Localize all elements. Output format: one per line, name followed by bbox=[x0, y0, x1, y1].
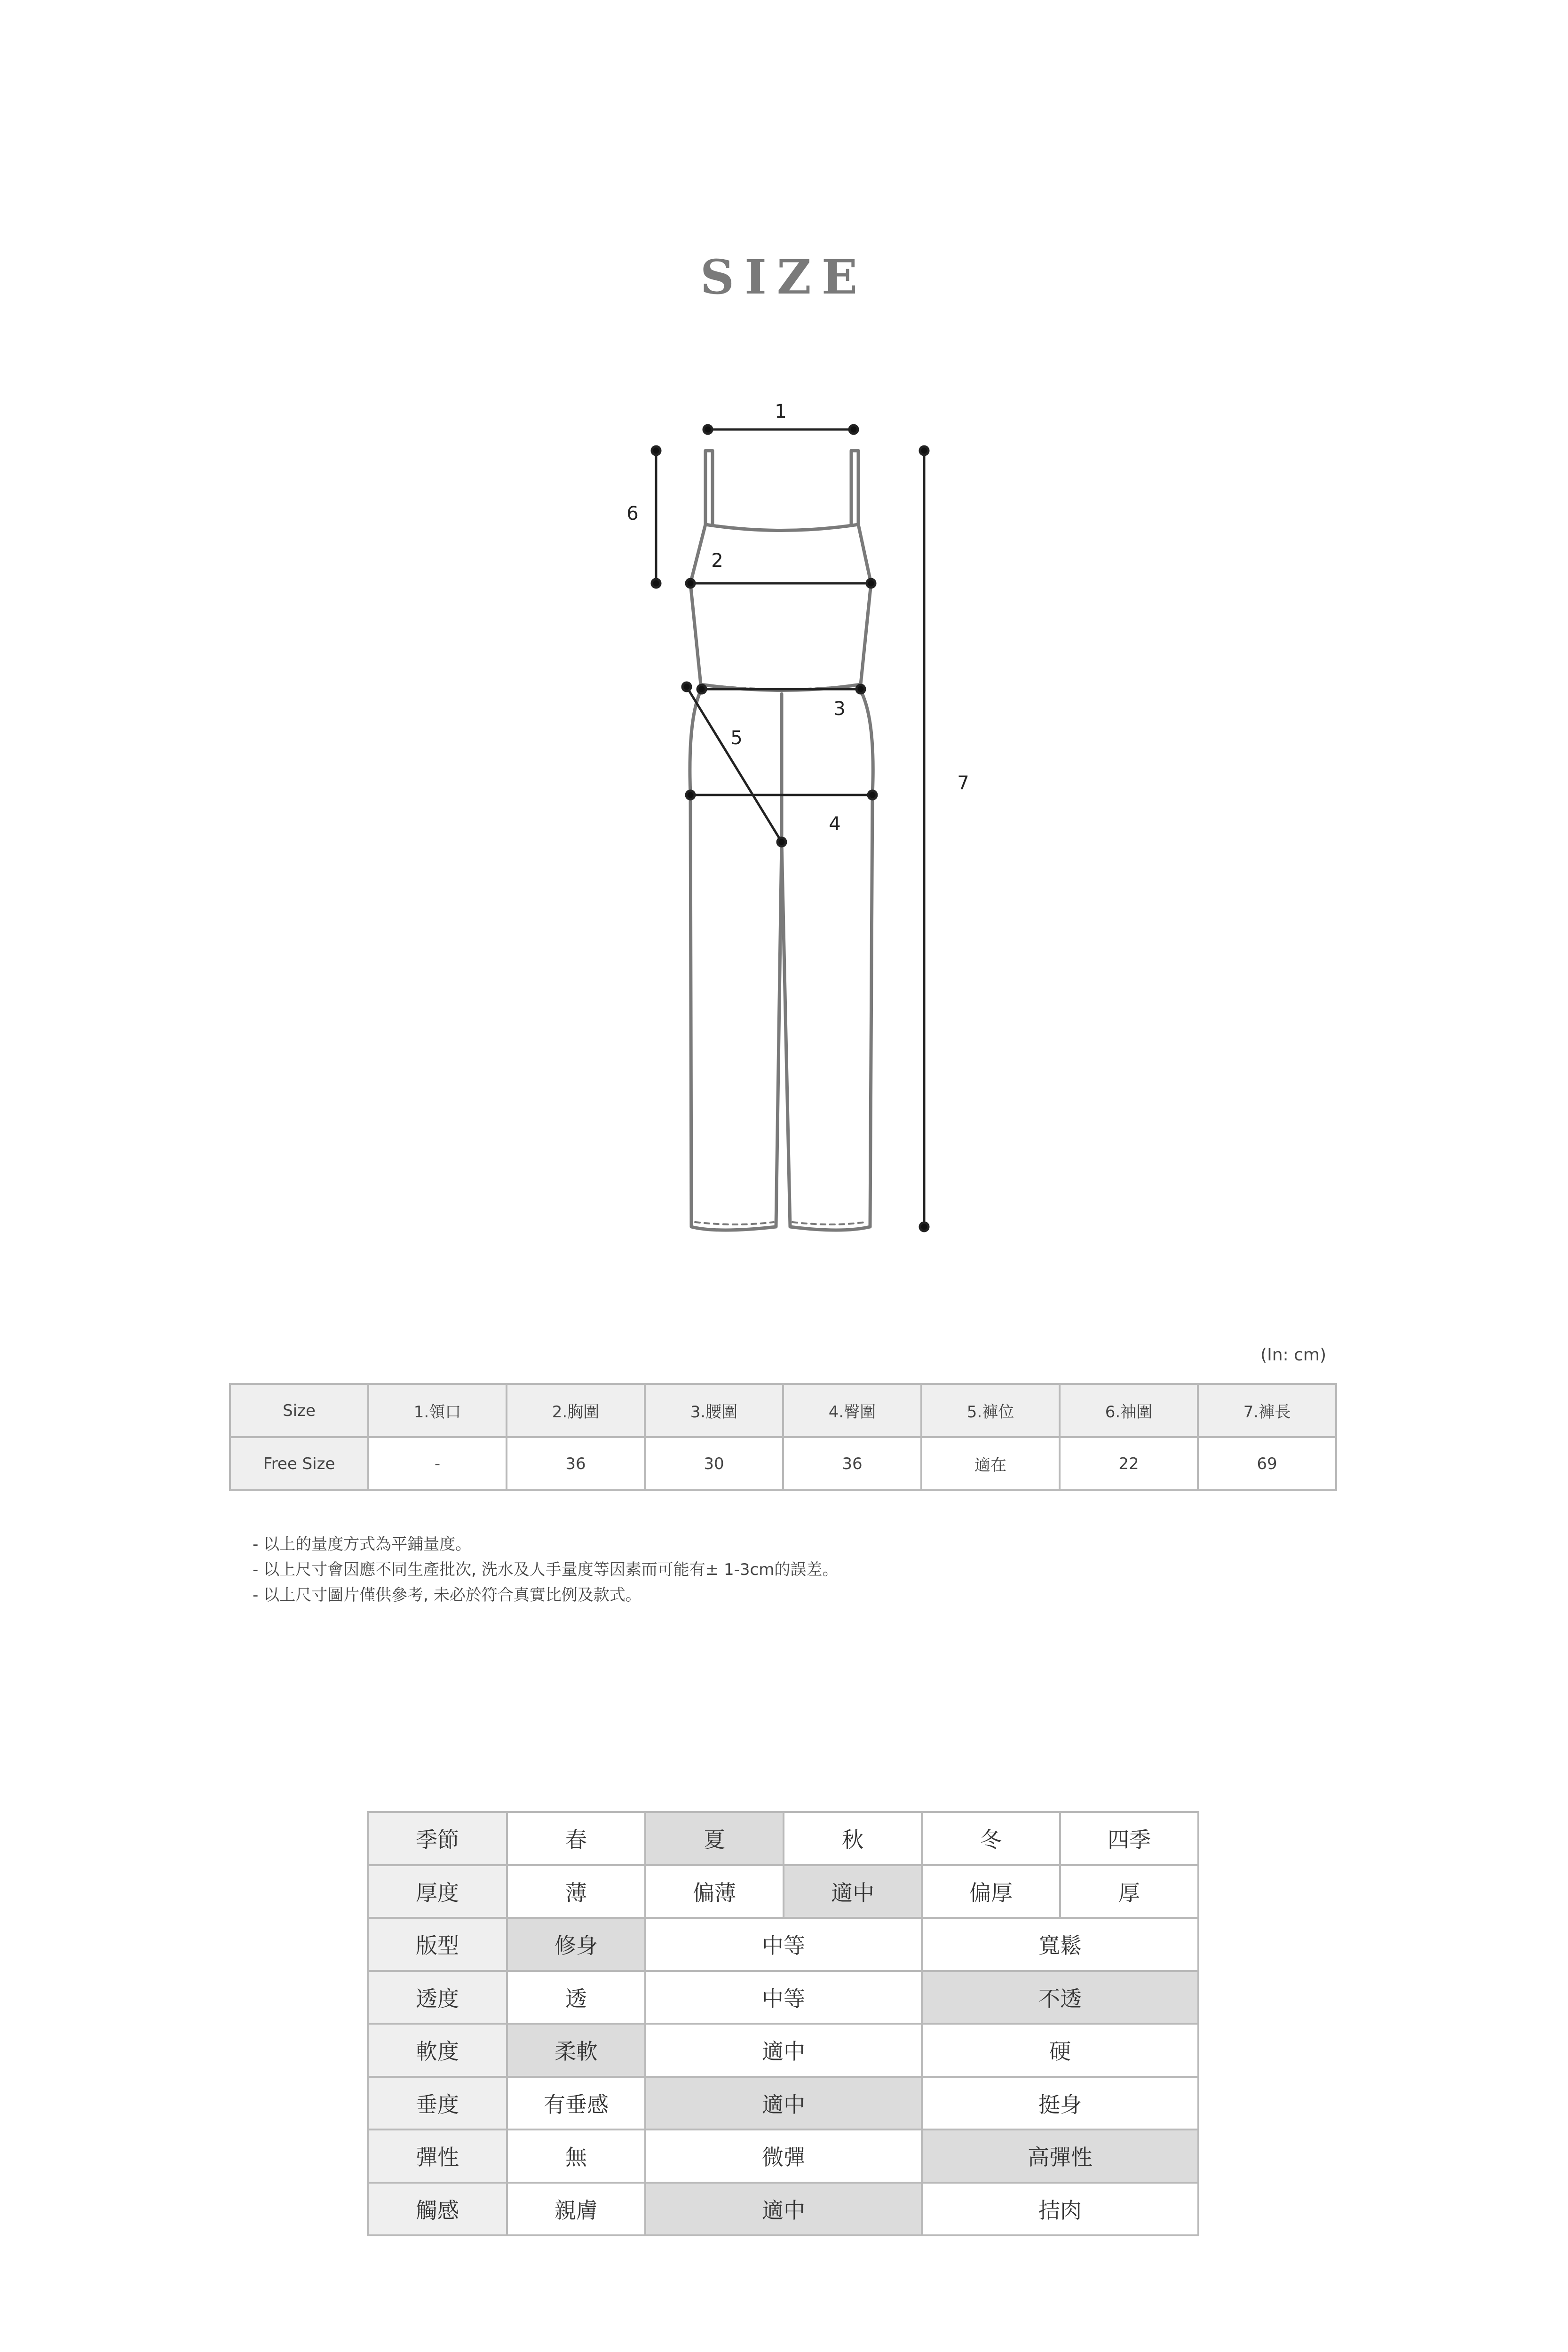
fabric-option: 薄 bbox=[507, 1865, 645, 1918]
label-6: 6 bbox=[626, 503, 639, 524]
fabric-row-thickness bbox=[368, 1865, 1198, 1918]
label-1: 1 bbox=[775, 401, 787, 422]
fabric-properties-table bbox=[367, 1811, 1199, 2236]
fabric-row-drape bbox=[368, 2077, 1198, 2130]
fabric-option: 修身 bbox=[507, 1918, 645, 1971]
fabric-row-label: 季節 bbox=[368, 1812, 507, 1865]
fabric-option: 夏 bbox=[645, 1812, 784, 1865]
garment-diagram bbox=[0, 386, 1568, 1256]
size-header-cell: 6.袖圍 bbox=[1060, 1384, 1198, 1437]
unit-label: (In: cm) bbox=[1260, 1345, 1326, 1365]
fabric-option: 適中 bbox=[645, 2077, 922, 2130]
page-title: SIZE bbox=[700, 249, 868, 305]
fabric-option: 透 bbox=[507, 1971, 645, 2024]
size-row bbox=[230, 1437, 1336, 1490]
label-5: 5 bbox=[730, 727, 743, 749]
fabric-row-fit bbox=[368, 1918, 1198, 1971]
label-3: 3 bbox=[833, 698, 846, 720]
size-cell: - bbox=[368, 1437, 507, 1490]
fabric-row-label: 觸感 bbox=[368, 2183, 507, 2236]
fabric-option: 秋 bbox=[784, 1812, 922, 1865]
label-2: 2 bbox=[711, 550, 723, 572]
fabric-option: 適中 bbox=[784, 1865, 922, 1918]
fabric-option: 寬鬆 bbox=[922, 1918, 1198, 1971]
fabric-option: 硬 bbox=[922, 2024, 1198, 2077]
fabric-option: 冬 bbox=[922, 1812, 1060, 1865]
measure-lines bbox=[652, 425, 928, 1231]
size-cell: 36 bbox=[507, 1437, 645, 1490]
size-header-cell: 4.臀圍 bbox=[783, 1384, 921, 1437]
fabric-option: 高彈性 bbox=[922, 2130, 1198, 2183]
fabric-row-sheer bbox=[368, 1971, 1198, 2024]
label-7: 7 bbox=[957, 772, 969, 794]
size-cell: 22 bbox=[1060, 1437, 1198, 1490]
note-line: - 以上尺寸圖片僅供參考, 未必於符合真實比例及款式。 bbox=[253, 1586, 641, 1605]
fabric-option: 適中 bbox=[645, 2183, 922, 2236]
size-cell: 69 bbox=[1198, 1437, 1336, 1490]
size-header-row bbox=[230, 1384, 1336, 1437]
fabric-option: 四季 bbox=[1060, 1812, 1198, 1865]
fabric-option: 中等 bbox=[645, 1918, 922, 1971]
fabric-row-touch bbox=[368, 2183, 1198, 2236]
fabric-row-label: 厚度 bbox=[368, 1865, 507, 1918]
fabric-option: 不透 bbox=[922, 1971, 1198, 2024]
fabric-option: 挺身 bbox=[922, 2077, 1198, 2130]
size-cell: 適在 bbox=[921, 1437, 1060, 1490]
fabric-option: 偏薄 bbox=[645, 1865, 784, 1918]
fabric-option: 春 bbox=[507, 1812, 645, 1865]
fabric-row-label: 垂度 bbox=[368, 2077, 507, 2130]
fabric-option: 中等 bbox=[645, 1971, 922, 2024]
fabric-option: 親膚 bbox=[507, 2183, 645, 2236]
fabric-option: 無 bbox=[507, 2130, 645, 2183]
fabric-option: 適中 bbox=[645, 2024, 922, 2077]
size-cell: 36 bbox=[783, 1437, 921, 1490]
size-header-cell: 2.胸圍 bbox=[507, 1384, 645, 1437]
size-cell: 30 bbox=[645, 1437, 783, 1490]
fabric-row-season bbox=[368, 1812, 1198, 1865]
fabric-option: 拮肉 bbox=[922, 2183, 1198, 2236]
fabric-row-label: 透度 bbox=[368, 1971, 507, 2024]
fabric-row-label: 軟度 bbox=[368, 2024, 507, 2077]
fabric-row-label: 彈性 bbox=[368, 2130, 507, 2183]
size-header-cell: 3.腰圍 bbox=[645, 1384, 783, 1437]
fabric-row-stretch bbox=[368, 2130, 1198, 2183]
note-line: - 以上尺寸會因應不同生產批次, 洗水及人手量度等因素而可能有± 1-3cm的誤差。 bbox=[253, 1560, 839, 1579]
fabric-option: 柔軟 bbox=[507, 2024, 645, 2077]
size-header-cell: 5.褲位 bbox=[921, 1384, 1060, 1437]
fabric-option: 有垂感 bbox=[507, 2077, 645, 2130]
measurement-notes bbox=[253, 1532, 838, 1608]
fabric-row-softness bbox=[368, 2024, 1198, 2077]
fabric-option: 厚 bbox=[1060, 1865, 1198, 1918]
fabric-option: 偏厚 bbox=[922, 1865, 1060, 1918]
fabric-row-label: 版型 bbox=[368, 1918, 507, 1971]
note-line: - 以上的量度方式為平鋪量度。 bbox=[253, 1535, 472, 1554]
size-cell: Free Size bbox=[230, 1437, 368, 1490]
fabric-option: 微彈 bbox=[645, 2130, 922, 2183]
label-4: 4 bbox=[829, 813, 841, 835]
size-header-cell: Size bbox=[230, 1384, 368, 1437]
size-header-cell: 1.領口 bbox=[368, 1384, 507, 1437]
size-header-cell: 7.褲長 bbox=[1198, 1384, 1336, 1437]
size-table bbox=[229, 1383, 1337, 1491]
